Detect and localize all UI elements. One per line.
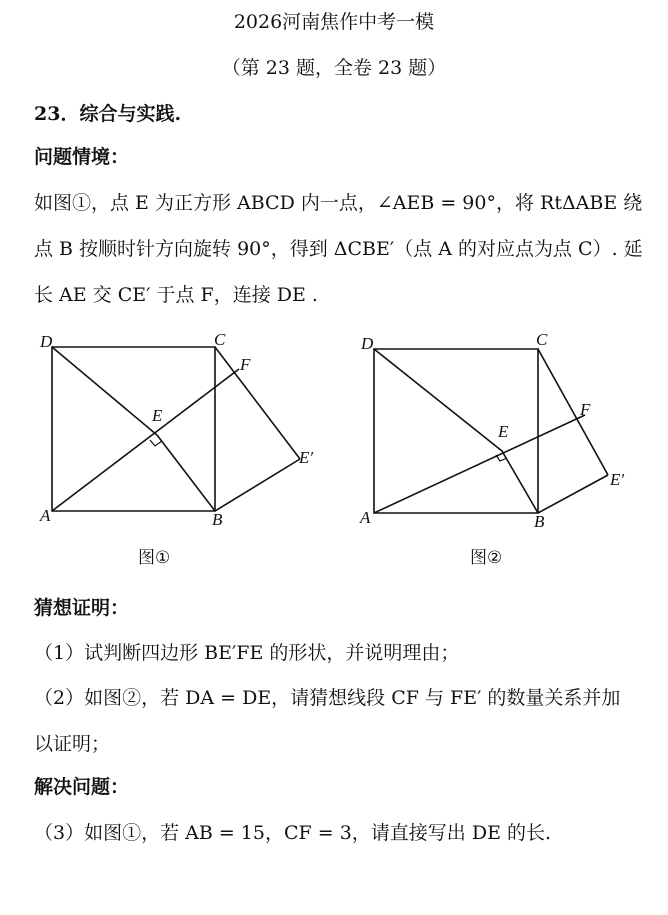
label-d: D: [40, 332, 53, 351]
section-context-heading: 问题情境：: [34, 146, 130, 168]
segment-be-prime: [215, 459, 300, 511]
part-3: （3）如图①，若 AB = 15，CF = 3，请直接写出 DE 的长.: [34, 822, 552, 844]
context-line-3: 长 AE 交 CE′ 于点 F，连接 DE .: [34, 284, 318, 306]
context-line-1: 如图①，点 E 为正方形 ABCD 内一点，∠AEB = 90°，将 RtΔABE 绕: [34, 192, 643, 214]
label-b: B: [534, 512, 545, 531]
segment-cf: [538, 349, 608, 475]
figure-2-caption: 图②: [470, 548, 503, 568]
label-e: E: [152, 406, 163, 425]
segment-de: [374, 349, 502, 451]
segment-be-prime: [538, 475, 608, 513]
segment-de: [52, 347, 157, 435]
label-e-prime: E′: [299, 448, 314, 467]
segment-eb: [502, 451, 538, 513]
part-1: （1）试判断四边形 BE′FE 的形状，并说明理由；: [34, 642, 460, 664]
label-e-prime: E′: [610, 470, 625, 489]
label-d: D: [361, 334, 374, 353]
figure-1: [30, 325, 330, 577]
section-conjecture-heading: 猜想证明：: [34, 597, 130, 619]
part-2-line-2: 以证明；: [34, 733, 111, 755]
label-f: F: [240, 355, 251, 374]
page-title: 2026河南焦作中考一模: [233, 11, 435, 33]
page-subtitle: （第 23 题，全卷 23 题）: [221, 57, 447, 79]
label-c: C: [214, 330, 226, 349]
label-f: F: [580, 400, 591, 419]
segment-ae: [52, 369, 239, 511]
right-angle-mark: [150, 440, 162, 446]
question-number: 23．综合与实践.: [34, 103, 182, 125]
square-abcd: [374, 349, 538, 513]
figure-1-caption: 图①: [138, 548, 171, 568]
label-e: E: [498, 422, 509, 441]
section-solve-heading: 解决问题：: [34, 776, 130, 798]
context-line-2: 点 B 按顺时针方向旋转 90°，得到 ΔCBE′（点 A 的对应点为点 C）. 延: [34, 238, 643, 260]
label-b: B: [212, 510, 223, 529]
segment-eb: [157, 435, 215, 511]
label-c: C: [536, 330, 548, 349]
segment-ae: [374, 415, 585, 513]
label-a: A: [40, 506, 51, 525]
label-a: A: [360, 508, 371, 527]
segment-cf: [215, 347, 300, 459]
figure-2: [348, 325, 648, 577]
square-abcd: [52, 347, 215, 511]
part-2-line-1: （2）如图②，若 DA = DE，请猜想线段 CF 与 FE′ 的数量关系并加: [34, 687, 621, 709]
